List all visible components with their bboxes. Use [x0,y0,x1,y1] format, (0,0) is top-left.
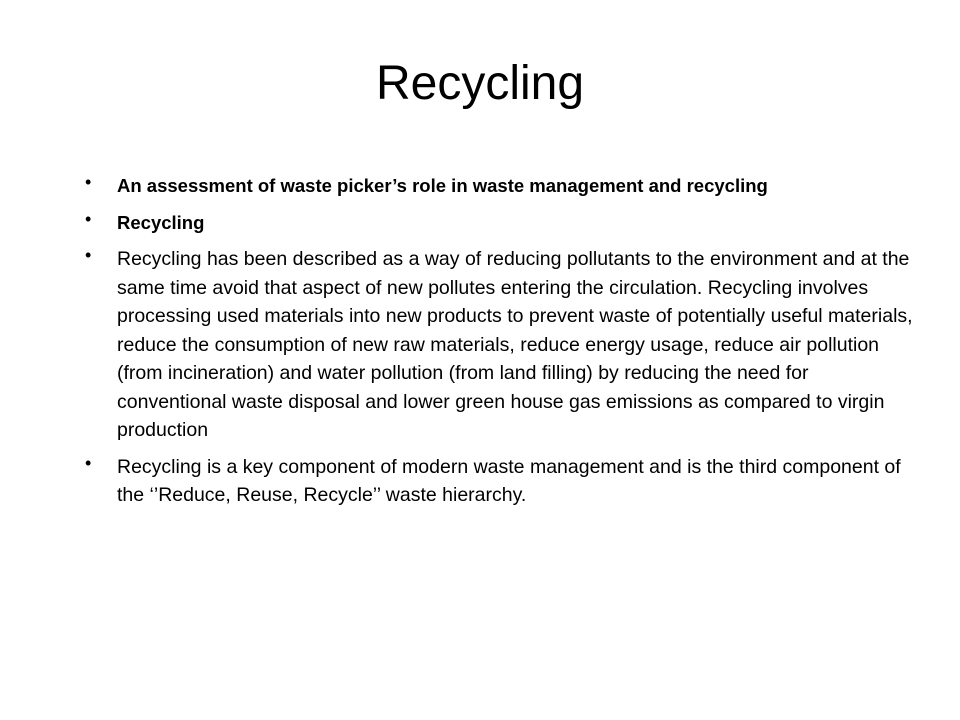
bullet-text-4: Recycling is a key component of modern waste management and is the third component of the ‘’Reduce, Reuse, Recycle’’ waste hierarchy. [117,455,901,506]
bullet-item-2 [85,208,917,238]
bullet-dot-icon: • [85,245,92,265]
bullet-item-3 [85,245,917,445]
bullet-dot-icon: • [85,172,92,192]
bullet-item-1 [85,172,917,201]
bullet-text-2: Recycling [117,211,205,233]
bullet-list [85,172,917,518]
slide-title: Recycling [375,57,585,110]
bullet-item-4 [85,452,917,510]
bullet-text-1: An assessment of waste picker’s role in waste management and recycling [117,175,768,196]
bullet-text-3: Recycling has been described as a way of reducing pollutants to the environment and at the same time avoid that aspect of new pollutes entering the circulation. Recycling involves processing used materials into new products to prevent waste of potentially useful materials, reduce the consumption of new raw materials, reduce energy usage, reduce air pollution (from incineration) and water pollution (from land filling) by reducing the need for conventional waste disposal and lower green house gas emissions as compared to virgin production [117,248,913,441]
bullet-dot-icon: • [85,208,92,229]
bullet-dot-icon: • [85,452,92,473]
